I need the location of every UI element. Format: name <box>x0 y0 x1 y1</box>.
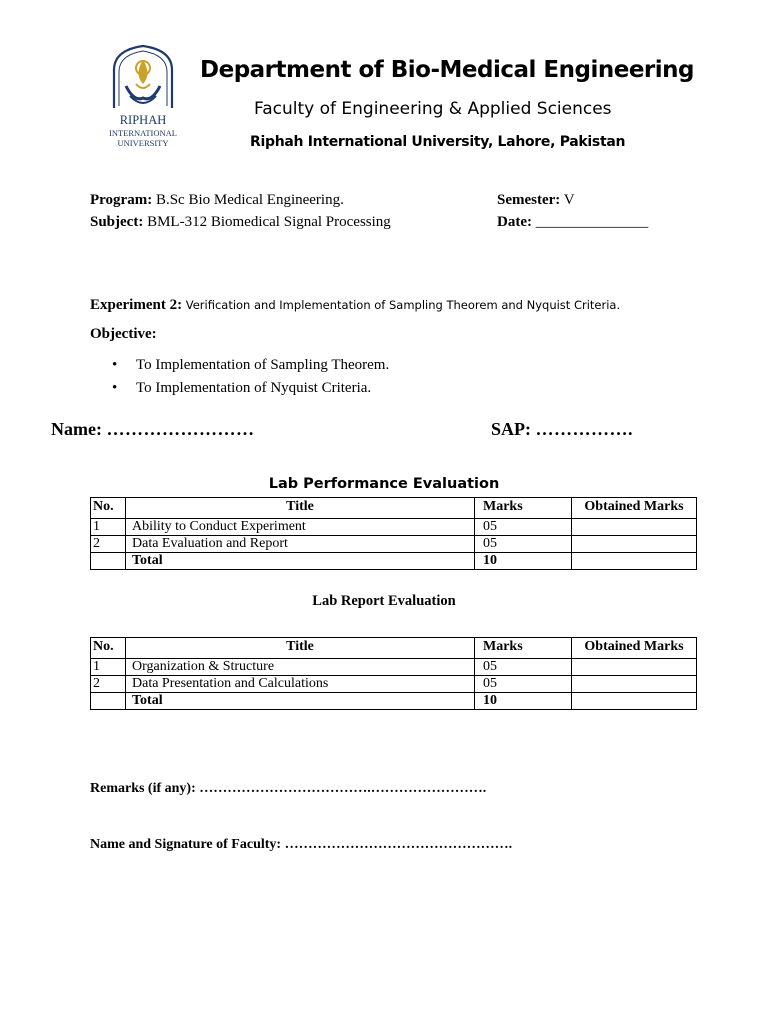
logo-line-2: INTERNATIONAL <box>109 128 177 138</box>
cell-marks: 05 <box>475 676 572 693</box>
cell-marks: 05 <box>475 519 572 536</box>
sap-line <box>491 419 633 440</box>
cell-marks: 05 <box>475 536 572 553</box>
table-total-row <box>91 693 697 710</box>
riphah-crest-icon <box>100 40 186 156</box>
cell-title: Organization & Structure <box>126 659 475 676</box>
cell-obtained[interactable] <box>572 519 697 536</box>
table-row <box>91 519 697 536</box>
lab-report-table <box>90 637 697 710</box>
date-label: Date: <box>497 214 532 230</box>
col-header-obtained: Obtained Marks <box>572 498 697 519</box>
subject-line <box>90 214 391 231</box>
program-line <box>90 192 344 209</box>
table-total-row <box>91 553 697 570</box>
col-header-title: Title <box>126 638 475 659</box>
semester-value: V <box>560 192 575 208</box>
col-header-no: No. <box>91 498 126 519</box>
bullet-icon: • <box>112 357 118 373</box>
logo-line-1: RIPHAH <box>119 113 167 127</box>
col-header-marks: Marks <box>475 498 572 519</box>
lab-performance-title: Lab Performance Evaluation <box>268 476 500 492</box>
col-header-title: Title <box>126 498 475 519</box>
cell-total-label: Total <box>126 553 475 570</box>
student-name-line <box>51 419 254 440</box>
col-header-no: No. <box>91 638 126 659</box>
objective-item <box>112 380 372 397</box>
department-title: Department of Bio-Medical Engineering <box>200 57 694 83</box>
cell-title: Data Evaluation and Report <box>126 536 475 553</box>
lab-performance-table <box>90 497 697 570</box>
signature-line <box>90 837 512 853</box>
col-header-marks: Marks <box>475 638 572 659</box>
col-header-obtained: Obtained Marks <box>572 638 697 659</box>
university-title: Riphah International University, Lahore, Pakistan <box>250 134 626 150</box>
date-line <box>497 214 648 231</box>
remarks-line <box>90 781 486 797</box>
table-header-row <box>91 498 697 519</box>
experiment-line <box>90 296 620 314</box>
cell-marks: 05 <box>475 659 572 676</box>
date-value[interactable]: _______________ <box>531 214 649 230</box>
experiment-label: Experiment 2: <box>90 297 183 313</box>
objective-heading: Objective: <box>90 326 157 342</box>
objective-item <box>112 357 390 374</box>
subject-value: BML-312 Biomedical Signal Processing <box>143 214 391 230</box>
table-row <box>91 659 697 676</box>
program-value: B.Sc Bio Medical Engineering. <box>152 192 344 208</box>
cell-no <box>91 693 126 710</box>
university-logo <box>100 40 186 156</box>
cell-obtained[interactable] <box>572 536 697 553</box>
cell-no: 2 <box>91 536 126 553</box>
signature-label: Name and Signature of Faculty: <box>90 837 285 852</box>
cell-total-obtained[interactable] <box>572 693 697 710</box>
objective-item-text: To Implementation of Sampling Theorem. <box>136 357 390 373</box>
cell-no <box>91 553 126 570</box>
lab-report-title: Lab Report Evaluation <box>312 593 456 609</box>
subject-label: Subject: <box>90 214 144 230</box>
cell-total-marks: 10 <box>475 693 572 710</box>
cell-total-obtained[interactable] <box>572 553 697 570</box>
logo-line-3: UNIVERSITY <box>117 138 169 148</box>
cell-obtained[interactable] <box>572 659 697 676</box>
objective-item-text: To Implementation of Nyquist Criteria. <box>136 380 372 396</box>
program-label: Program: <box>90 192 153 208</box>
remarks-fill-dots[interactable]: ……………………………….……………………. <box>199 781 487 796</box>
cell-obtained[interactable] <box>572 676 697 693</box>
cell-total-marks: 10 <box>475 553 572 570</box>
cell-no: 1 <box>91 659 126 676</box>
bullet-icon: • <box>112 380 118 396</box>
sap-label: SAP: <box>491 419 531 439</box>
semester-line <box>497 192 575 209</box>
cell-no: 1 <box>91 519 126 536</box>
table-row <box>91 676 697 693</box>
sap-fill-dots[interactable]: ……………. <box>535 419 633 439</box>
table-row <box>91 536 697 553</box>
name-label: Name: <box>51 419 102 439</box>
experiment-text: Verification and Implementation of Sampling Theorem and Nyquist Criteria. <box>182 298 621 312</box>
cell-no: 2 <box>91 676 126 693</box>
semester-label: Semester: <box>497 192 561 208</box>
cell-title: Data Presentation and Calculations <box>126 676 475 693</box>
name-fill-dots[interactable]: …………………… <box>106 419 255 439</box>
table-header-row <box>91 638 697 659</box>
signature-fill-dots[interactable]: …………………………………………. <box>284 837 513 852</box>
remarks-label: Remarks (if any): <box>90 781 200 796</box>
cell-title: Ability to Conduct Experiment <box>126 519 475 536</box>
faculty-title: Faculty of Engineering & Applied Sciences <box>254 99 612 119</box>
cell-total-label: Total <box>126 693 475 710</box>
